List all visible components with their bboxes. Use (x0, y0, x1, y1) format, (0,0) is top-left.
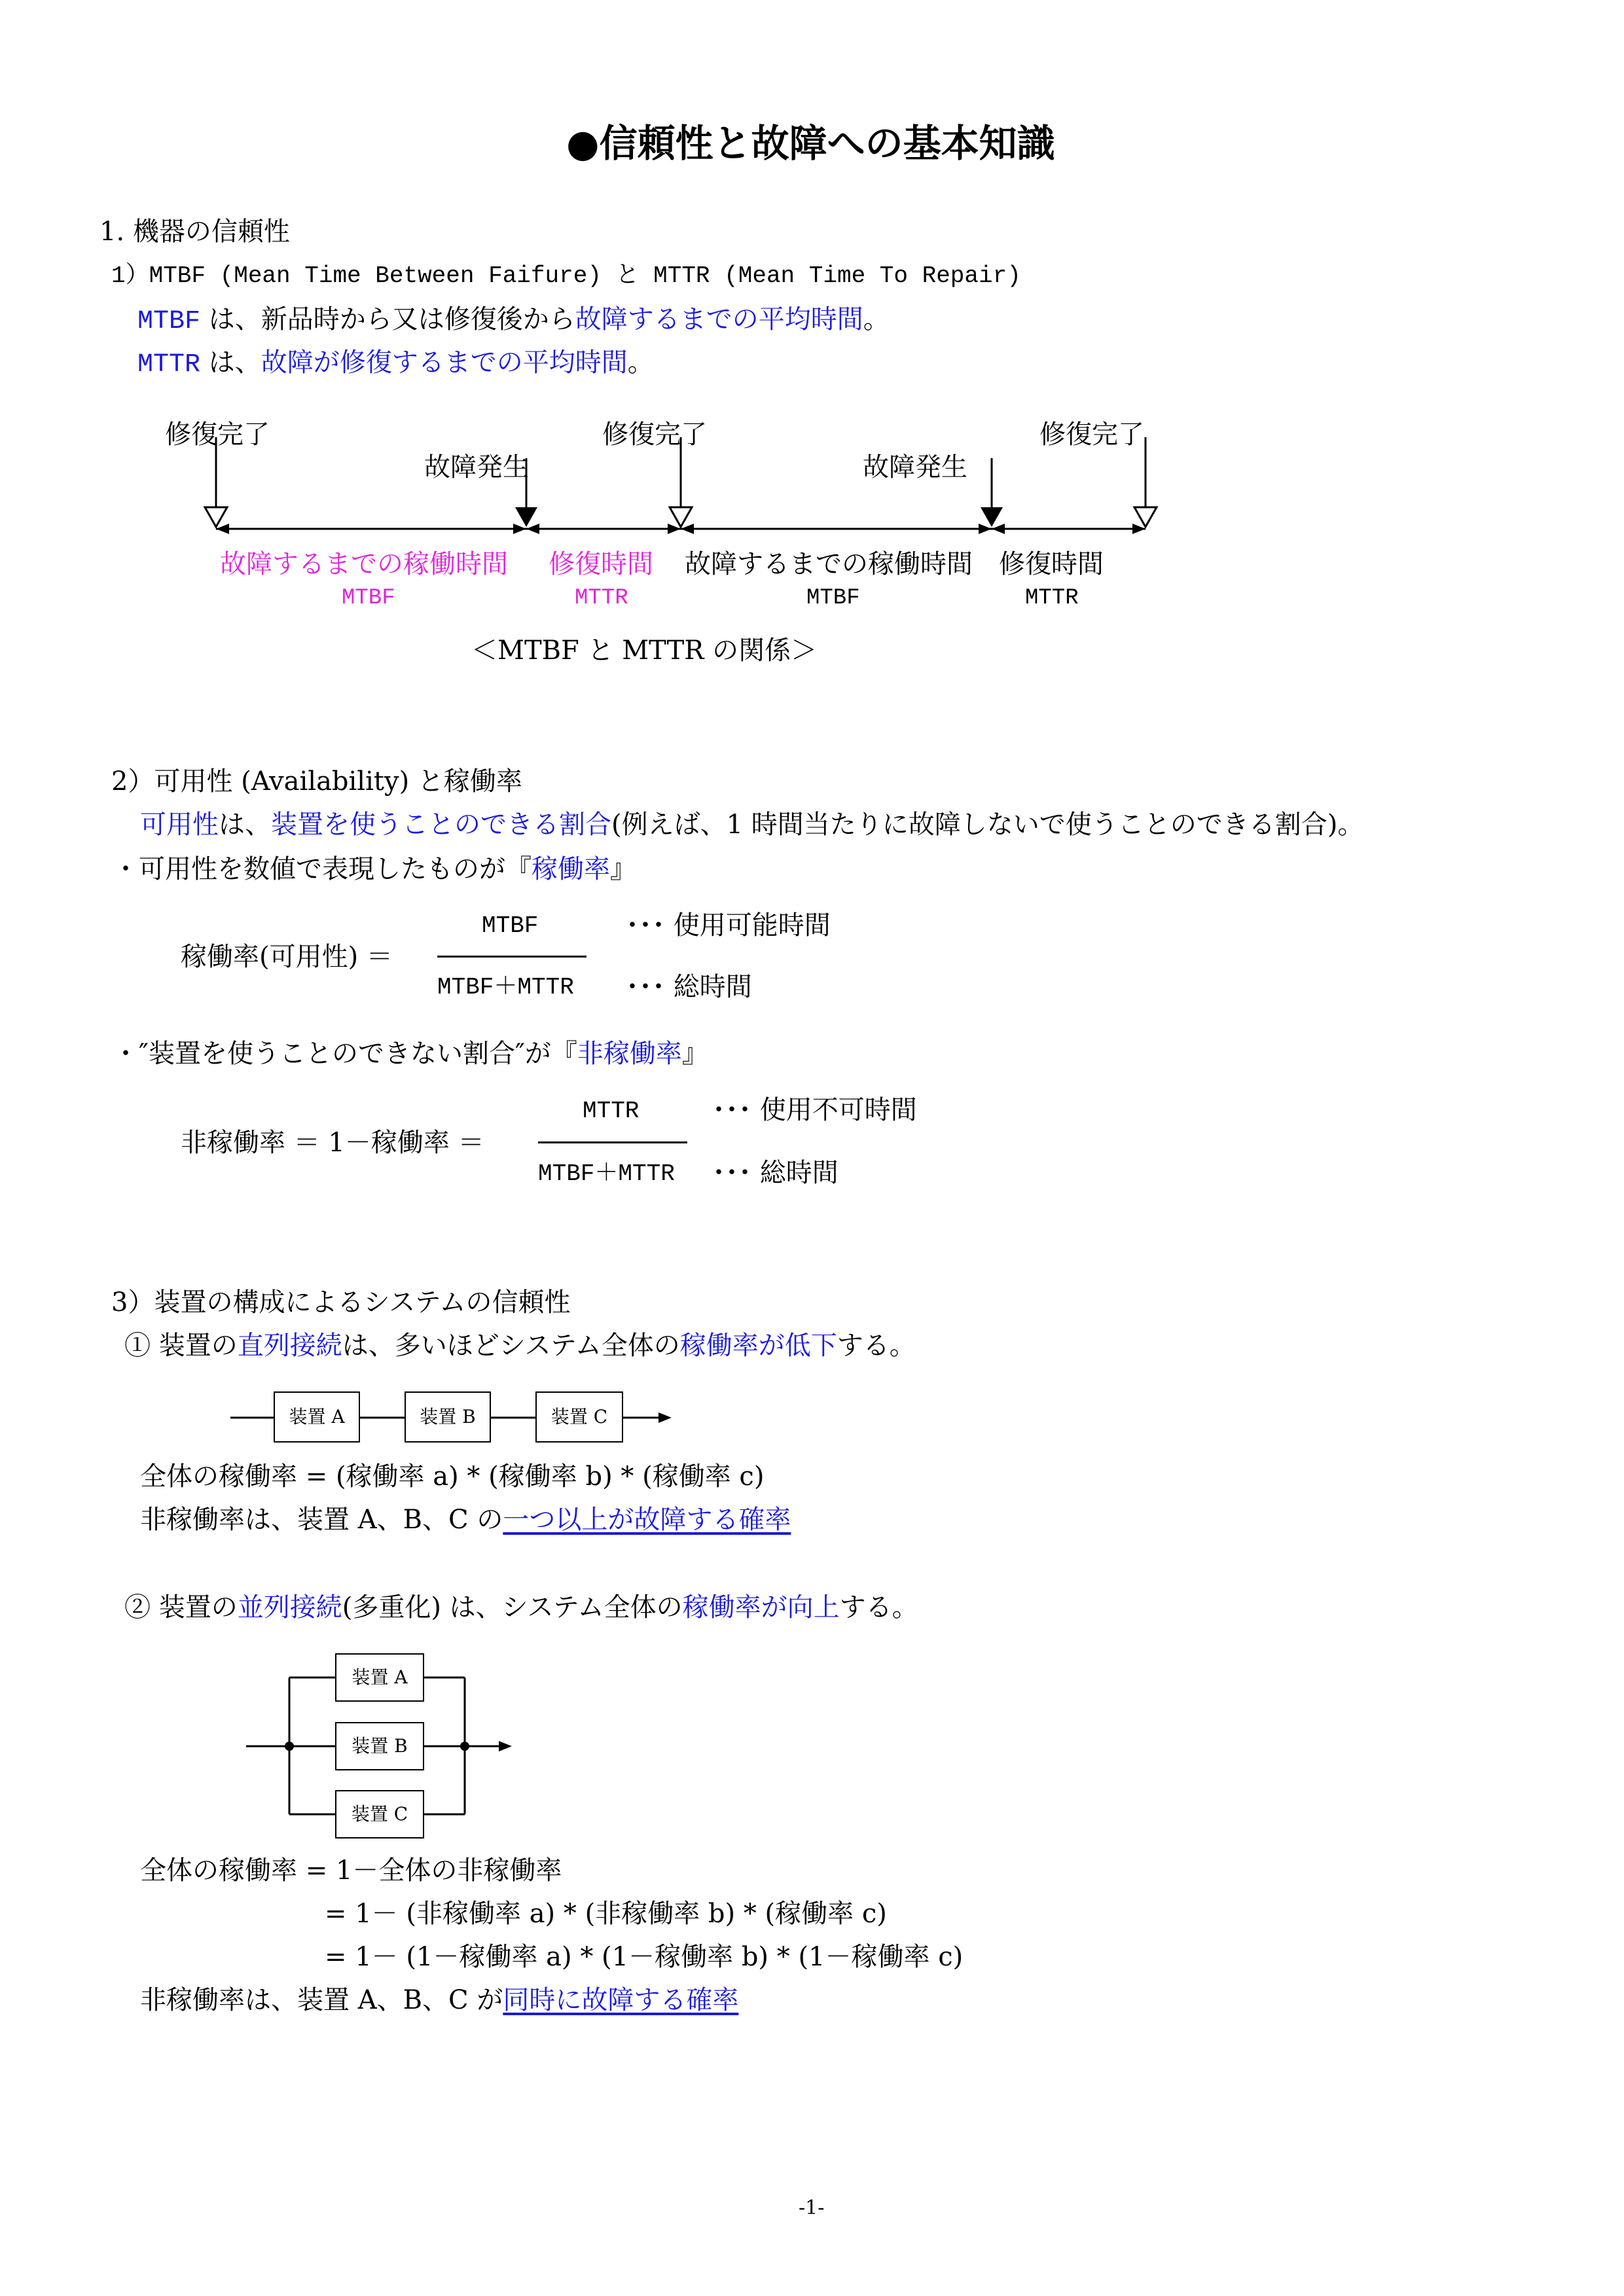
parallel-note-link[interactable]: 同時に故障する確率 (503, 1985, 739, 2015)
series-box-c: 装置 C (535, 1391, 623, 1443)
formula2-denominator: MTBF＋MTTR (538, 1160, 675, 1187)
availability-term: 可用性 (140, 810, 219, 840)
mttr-term: MTTR (137, 350, 201, 380)
timeline-caption: ＜MTBF と MTTR の関係＞ (471, 636, 818, 666)
parallel-box-c: 装置 C (335, 1790, 424, 1839)
mtbf-end: 。 (863, 304, 890, 334)
parallel-pre: ② 装置の (124, 1592, 238, 1623)
mttr-label-1: MTTR (575, 586, 628, 611)
formula2-numerator: MTTR (583, 1098, 640, 1124)
parallel-formula-1: 全体の稼働率 = 1－全体の非稼働率 (140, 1856, 562, 1886)
formula1-lhs: 稼働率(可用性) ＝ (181, 942, 393, 972)
uptime-label-1: 故障するまでの稼働時間 (220, 549, 508, 579)
availability-rest: (例えば、1 時間当たりに故障しないで使うことのできる割合)。 (611, 810, 1364, 840)
label-failure-2: 故障発生 (863, 452, 967, 482)
bullet2-term: 非稼働率 (577, 1039, 682, 1069)
page-title: ●信頼性と故障への基本知識 (566, 121, 1055, 166)
mtbf-def: 故障するまでの平均時間 (575, 304, 863, 334)
repair-label-2: 修復時間 (999, 549, 1104, 579)
series-post: する。 (837, 1331, 916, 1361)
bullet1-term: 稼働率 (532, 854, 610, 884)
bullet2-post: 』 (681, 1039, 708, 1069)
parallel-mid: (多重化) は、システム全体の (342, 1592, 683, 1623)
parallel-formula-3: = 1－ (1－稼働率 a) * (1－稼働率 b) * (1－稼働率 c) (325, 1942, 964, 1972)
mtbf-label-2: MTBF (806, 586, 860, 611)
mtbf-mid: は、新品時から又は修復後から (200, 304, 575, 334)
series-box-a: 装置 A (274, 1391, 360, 1443)
series-note-pre: 非稼働率は、装置 A、B、C の (140, 1505, 503, 1535)
page-number: -1- (799, 2197, 825, 2219)
mtbf-label-1: MTBF (342, 586, 395, 611)
parallel-box-b: 装置 B (335, 1722, 424, 1770)
uptime-label-2: 故障するまでの稼働時間 (685, 549, 973, 579)
bullet1-post: 』 (610, 854, 636, 884)
formula1-note-numerator: ･･･ 使用可能時間 (626, 910, 831, 941)
formula1-note-denominator: ･･･ 総時間 (626, 972, 752, 1002)
bullet2-pre: ・″装置を使うことのできない割合″が『 (113, 1039, 577, 1069)
parallel-term2: 稼働率が向上 (682, 1592, 840, 1623)
parallel-term: 並列接続 (237, 1592, 342, 1623)
section-2-heading: 2）可用性 (Availability) と稼働率 (111, 766, 522, 797)
mttr-mid: は、 (200, 348, 261, 378)
parallel-formula-2: = 1－ (非稼働率 a) * (非稼働率 b) * (稼働率 c) (325, 1899, 887, 1929)
formula2-note-denominator: ･･･ 総時間 (712, 1158, 839, 1188)
availability-def: 装置を使うことのできる割合 (271, 810, 611, 840)
availability-mid: は、 (219, 810, 271, 840)
label-repair-done-2: 修復完了 (602, 420, 707, 450)
label-repair-done-3: 修復完了 (1039, 420, 1144, 450)
series-note-link[interactable]: 一つ以上が故障する確率 (503, 1505, 791, 1535)
section-3-heading: 3）装置の構成によるシステムの信頼性 (111, 1287, 571, 1318)
mtbf-term: MTBF (137, 307, 201, 336)
repair-label-1: 修復時間 (549, 549, 653, 579)
formula1-denominator: MTBF＋MTTR (437, 974, 574, 1001)
formula2-note-numerator: ･･･ 使用不可時間 (712, 1095, 917, 1125)
parallel-note-pre: 非稼働率は、装置 A、B、C が (140, 1985, 503, 2015)
mttr-def: 故障が修復するまでの平均時間 (261, 348, 628, 378)
mttr-label-2: MTTR (1025, 586, 1079, 611)
series-pre: ① 装置の (124, 1331, 238, 1361)
parallel-note (140, 1984, 738, 2016)
series-term2: 稼働率が低下 (679, 1331, 837, 1361)
section-1-heading: 1. 機器の信頼性 (99, 217, 290, 247)
series-box-b: 装置 B (405, 1391, 491, 1443)
mtbf-mttr-subheading: 1）MTBF (Mean Time Between Faifure) と MTTR (Mean Time To Repair) (111, 262, 1021, 289)
parallel-post: する。 (839, 1592, 918, 1623)
bullet1-pre: ・可用性を数値で表現したものが『 (113, 854, 532, 884)
parallel-box-a: 装置 A (335, 1653, 424, 1702)
formula2-lhs: 非稼働率 ＝ 1－稼働率 ＝ (181, 1128, 484, 1158)
mttr-end: 。 (627, 348, 654, 378)
label-failure-1: 故障発生 (424, 452, 529, 482)
series-term: 直列接続 (237, 1331, 342, 1361)
series-mid: は、多いほどシステム全体の (342, 1331, 680, 1361)
series-formula: 全体の稼働率 = (稼働率 a) * (稼働率 b) * (稼働率 c) (140, 1462, 765, 1492)
label-repair-done-1: 修復完了 (165, 420, 270, 450)
formula1-numerator: MTBF (482, 912, 539, 939)
